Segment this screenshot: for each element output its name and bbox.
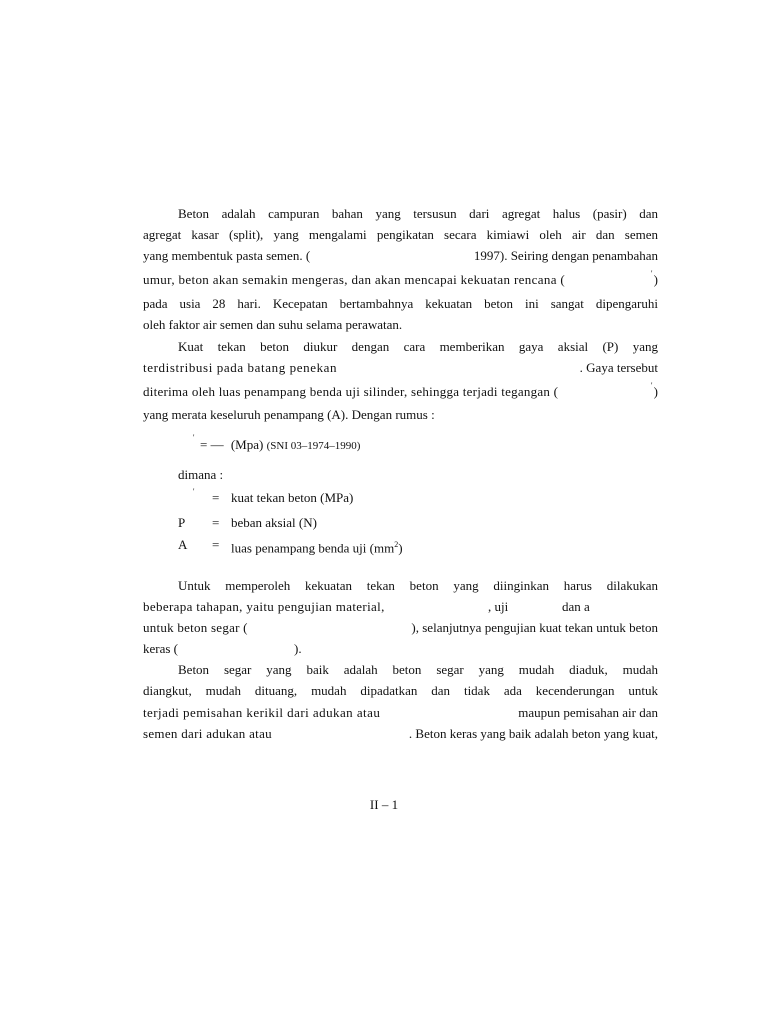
p1-line6: oleh faktor air semen dan suhu selama perawatan. xyxy=(143,317,403,332)
p1-line1: Beton adalah campuran bahan yang tersusun dari agregat halus (pasir) dan xyxy=(178,206,658,221)
p1-line4-b: ) xyxy=(653,272,658,287)
page-number: II – 1 xyxy=(369,797,399,812)
p3-line3-a: untuk beton segar ( xyxy=(143,620,248,635)
p3-line1: Untuk memperoleh kekuatan tekan beton yang diinginkan harus dilakukan xyxy=(178,578,658,593)
p2-line3-b: ) xyxy=(653,384,658,399)
p3-line3 xyxy=(143,620,658,636)
p1-line4-a: umur, beton akan semakin mengeras, dan akan mencapai kekuatan rencana ( xyxy=(143,272,566,287)
formula-prime: ' xyxy=(193,433,195,442)
p1-line5: pada usia 28 hari. Kecepatan bertambahnya kekuatan beton ini sangat dipengaruhi xyxy=(143,296,658,311)
p4-line4 xyxy=(143,726,658,742)
p2-line2-b: . Gaya tersebut xyxy=(579,360,658,375)
p3-line2-a: beberapa tahapan, yaitu pengujian material, xyxy=(143,599,385,614)
def1-desc: kuat tekan beton (MPa) xyxy=(231,490,354,505)
p3-line4-b: ). xyxy=(294,641,302,656)
p3-line3-b: ), selanjutnya pengujian kuat tekan untuk beton xyxy=(411,620,658,635)
p3-line4 xyxy=(143,641,658,657)
p2-line3 xyxy=(143,381,658,400)
formula xyxy=(200,437,360,454)
formula-unit: (Mpa) xyxy=(230,437,264,452)
formula-reference: (SNI 03–1974–1990) xyxy=(266,440,361,452)
def3-sup: 2 xyxy=(394,540,399,549)
p1-line4 xyxy=(143,269,658,288)
p3-line4-a: keras ( xyxy=(143,641,179,656)
p1-prime-mark: ' xyxy=(651,269,653,278)
def3-eq: = xyxy=(212,537,220,552)
p2-line2-a: terdistribusi pada batang penekan xyxy=(143,360,338,375)
def2-eq: = xyxy=(212,515,220,530)
def2-symbol: P xyxy=(178,515,186,530)
formula-equals: = — xyxy=(200,437,224,452)
def1-eq: = xyxy=(212,490,220,505)
p4-line2: diangkut, mudah dituang, mudah dipadatkan dan tidak ada kecenderungan untuk xyxy=(143,683,658,698)
p4-line4-a: semen dari adukan atau xyxy=(143,726,272,741)
p3-line2-c: dan a xyxy=(562,599,590,614)
definitions-heading: dimana : xyxy=(178,467,224,482)
p2-line4: yang merata keseluruh penampang (A). Dengan rumus : xyxy=(143,407,435,422)
p1-line2: agregat kasar (split), yang mengalami pengikatan secara kimiawi oleh air dan semen xyxy=(143,227,658,242)
p2-prime-mark: ' xyxy=(651,381,653,390)
def3-desc xyxy=(231,537,403,556)
p2-line1: Kuat tekan beton diukur dengan cara memberikan gaya aksial (P) yang xyxy=(178,339,658,354)
p1-line3 xyxy=(143,248,658,264)
def3-desc-text: luas penampang benda uji (mm xyxy=(231,540,395,556)
def1-symbol: ' xyxy=(193,487,195,496)
p4-line3-b: maupun pemisahan air dan xyxy=(518,705,658,720)
def3-tail: ) xyxy=(398,540,403,556)
p1-line3-b: 1997). Seiring dengan penambahan xyxy=(473,248,658,263)
p2-line2 xyxy=(143,360,658,376)
p3-line2-b: , uji xyxy=(488,599,509,614)
p2-line3-a: diterima oleh luas penampang benda uji silinder, sehingga terjadi tegangan ( xyxy=(143,384,559,399)
p4-line4-b: . Beton keras yang baik adalah beton yang kuat, xyxy=(408,726,658,741)
def2-desc: beban aksial (N) xyxy=(231,515,317,530)
def3-symbol: A xyxy=(178,537,188,552)
p1-line3-a: yang membentuk pasta semen. ( xyxy=(143,248,311,263)
p4-line3 xyxy=(143,705,658,721)
p4-line1: Beton segar yang baik adalah beton segar yang mudah diaduk, mudah xyxy=(178,662,658,677)
p3-line2 xyxy=(143,599,658,615)
p4-line3-a: terjadi pemisahan kerikil dari adukan atau xyxy=(143,705,381,720)
